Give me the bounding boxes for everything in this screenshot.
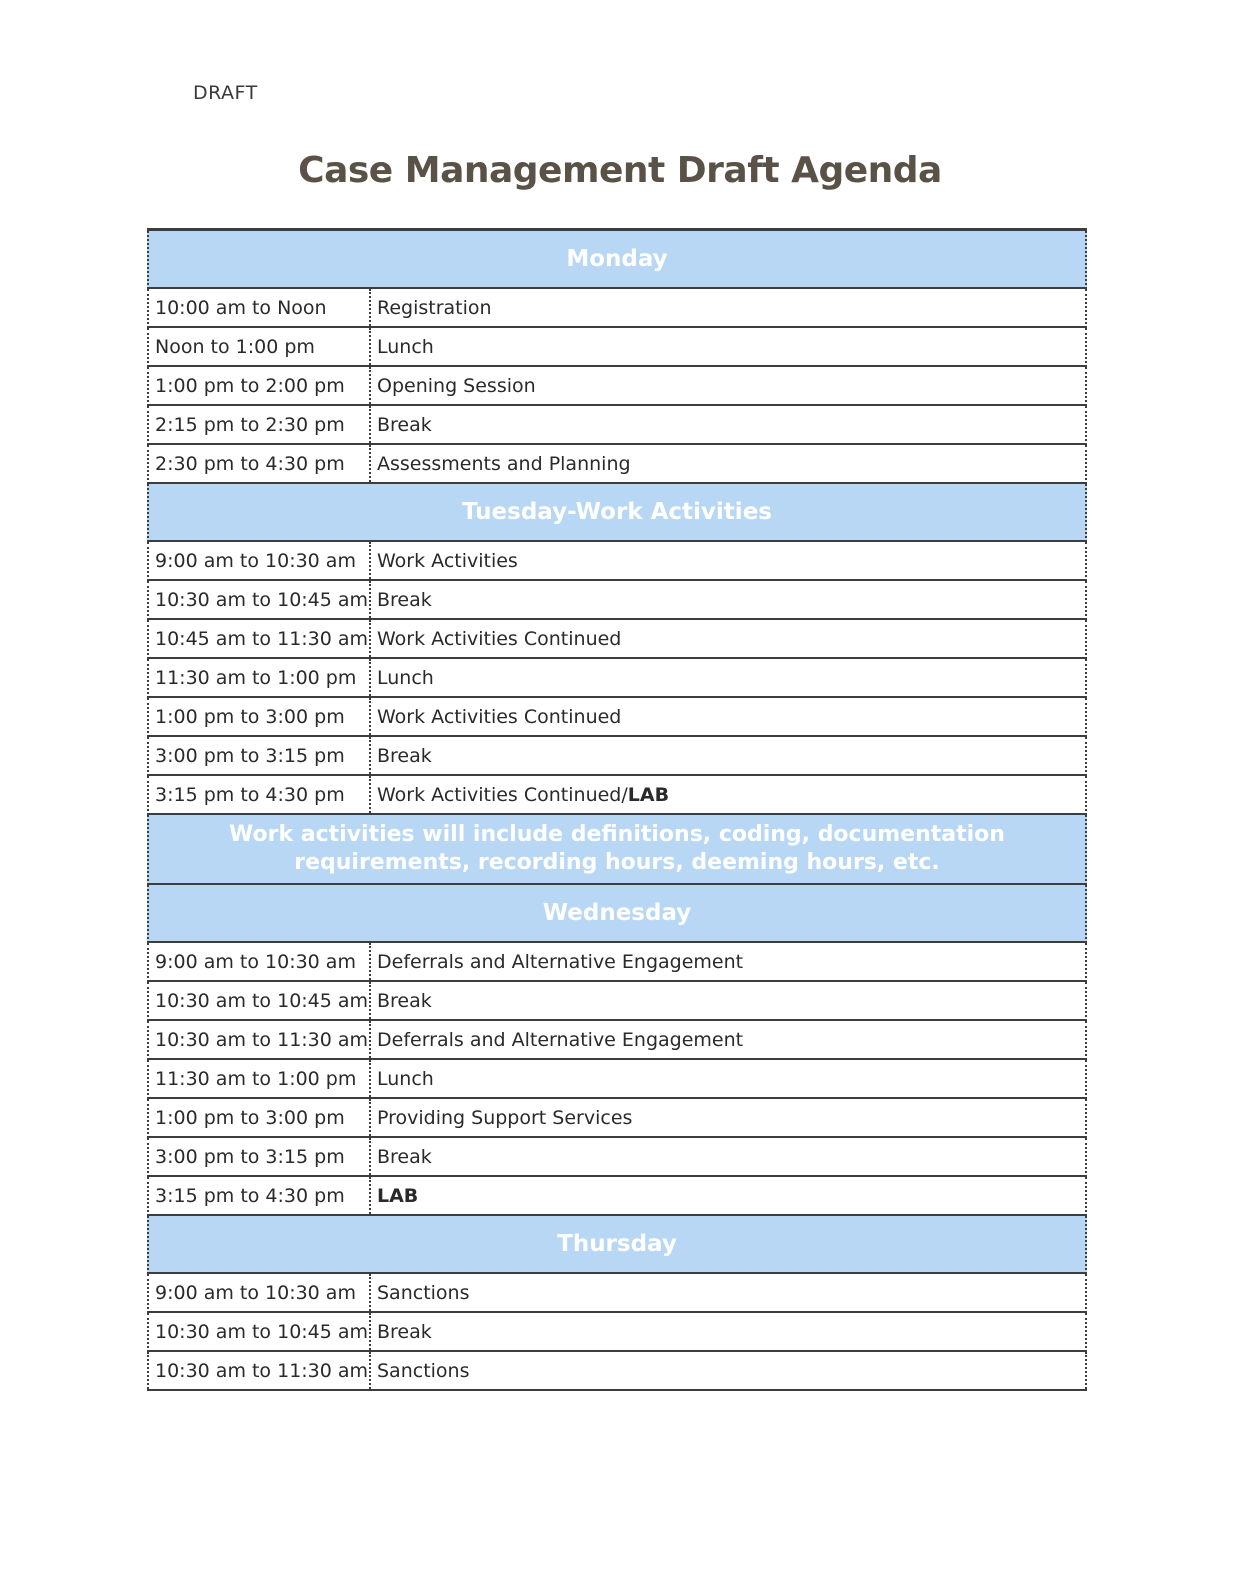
table-row <box>147 406 1087 445</box>
activity-cell <box>371 776 1085 813</box>
time-cell: 11:30 am to 1:00 pm <box>149 659 371 696</box>
activity-cell: Registration <box>377 296 492 319</box>
time-cell: 3:00 pm to 3:15 pm <box>149 737 371 774</box>
document-title: Case Management Draft Agenda <box>298 150 942 191</box>
activity-cell: LAB <box>377 1184 419 1207</box>
activity-cell: Break <box>377 1320 432 1343</box>
table-row <box>147 1138 1087 1177</box>
table-row <box>147 943 1087 982</box>
time-cell: 1:00 pm to 3:00 pm <box>149 1099 371 1136</box>
table-row <box>147 1177 1087 1216</box>
table-row <box>147 659 1087 698</box>
time-cell: 9:00 am to 10:30 am <box>149 1274 371 1311</box>
time-cell: 2:15 pm to 2:30 pm <box>149 406 371 443</box>
table-row <box>147 542 1087 581</box>
activity-cell: Sanctions <box>377 1359 470 1382</box>
time-cell: 2:30 pm to 4:30 pm <box>149 445 371 482</box>
agenda-table <box>147 228 1087 1391</box>
draft-label: DRAFT <box>193 82 258 104</box>
table-row <box>147 445 1087 484</box>
table-row <box>147 367 1087 406</box>
time-cell: 10:45 am to 11:30 am <box>149 620 371 657</box>
time-cell: Noon to 1:00 pm <box>149 328 371 365</box>
time-cell: 10:30 am to 11:30 am <box>149 1352 371 1389</box>
table-row <box>147 982 1087 1021</box>
time-cell: 10:30 am to 11:30 am <box>149 1021 371 1058</box>
table-row <box>147 328 1087 367</box>
activity-text: Work Activities Continued/ <box>377 783 628 806</box>
time-cell: 3:15 pm to 4:30 pm <box>149 1177 371 1214</box>
time-cell: 10:30 am to 10:45 am <box>149 982 371 1019</box>
time-cell: 3:00 pm to 3:15 pm <box>149 1138 371 1175</box>
activity-cell: Lunch <box>377 335 434 358</box>
time-cell: 10:30 am to 10:45 am <box>149 1313 371 1350</box>
table-row <box>147 737 1087 776</box>
day-header-wednesday: Wednesday <box>147 885 1087 943</box>
table-row <box>147 698 1087 737</box>
table-row <box>147 289 1087 328</box>
table-row <box>147 1099 1087 1138</box>
time-cell: 9:00 am to 10:30 am <box>149 943 371 980</box>
activity-cell: Work Activities Continued <box>377 705 622 728</box>
activity-cell: Break <box>377 1145 432 1168</box>
table-row <box>147 581 1087 620</box>
time-cell: 9:00 am to 10:30 am <box>149 542 371 579</box>
day-header-thursday: Thursday <box>147 1216 1087 1274</box>
activity-cell: Lunch <box>377 666 434 689</box>
activity-cell: Work Activities <box>377 549 518 572</box>
time-cell: 3:15 pm to 4:30 pm <box>149 776 371 813</box>
work-activities-note: Work activities will include definitions, coding, documentation requirements, recording hours, deeming hours, etc. <box>147 815 1087 885</box>
activity-cell: Assessments and Planning <box>377 452 631 475</box>
activity-cell: Sanctions <box>377 1281 470 1304</box>
activity-cell: Break <box>377 588 432 611</box>
time-cell: 10:30 am to 10:45 am <box>149 581 371 618</box>
time-cell: 11:30 am to 1:00 pm <box>149 1060 371 1097</box>
activity-cell: Break <box>377 413 432 436</box>
activity-cell: Work Activities Continued <box>377 627 622 650</box>
activity-cell: Deferrals and Alternative Engagement <box>377 950 744 973</box>
table-row <box>147 1274 1087 1313</box>
lab-label: LAB <box>627 783 670 806</box>
table-row <box>147 1060 1087 1099</box>
activity-cell: Break <box>377 989 432 1012</box>
activity-cell: Providing Support Services <box>377 1106 633 1129</box>
time-cell: 10:00 am to Noon <box>149 289 371 326</box>
activity-cell: Deferrals and Alternative Engagement <box>377 1028 744 1051</box>
table-row <box>147 1021 1087 1060</box>
time-cell: 1:00 pm to 3:00 pm <box>149 698 371 735</box>
day-header-monday: Monday <box>147 231 1087 289</box>
table-row <box>147 1313 1087 1352</box>
activity-cell: Lunch <box>377 1067 434 1090</box>
table-row <box>147 620 1087 659</box>
activity-cell: Opening Session <box>377 374 536 397</box>
time-cell: 1:00 pm to 2:00 pm <box>149 367 371 404</box>
table-row <box>147 776 1087 815</box>
activity-cell: Break <box>377 744 432 767</box>
table-row <box>147 1352 1087 1389</box>
day-header-tuesday: Tuesday-Work Activities <box>147 484 1087 542</box>
